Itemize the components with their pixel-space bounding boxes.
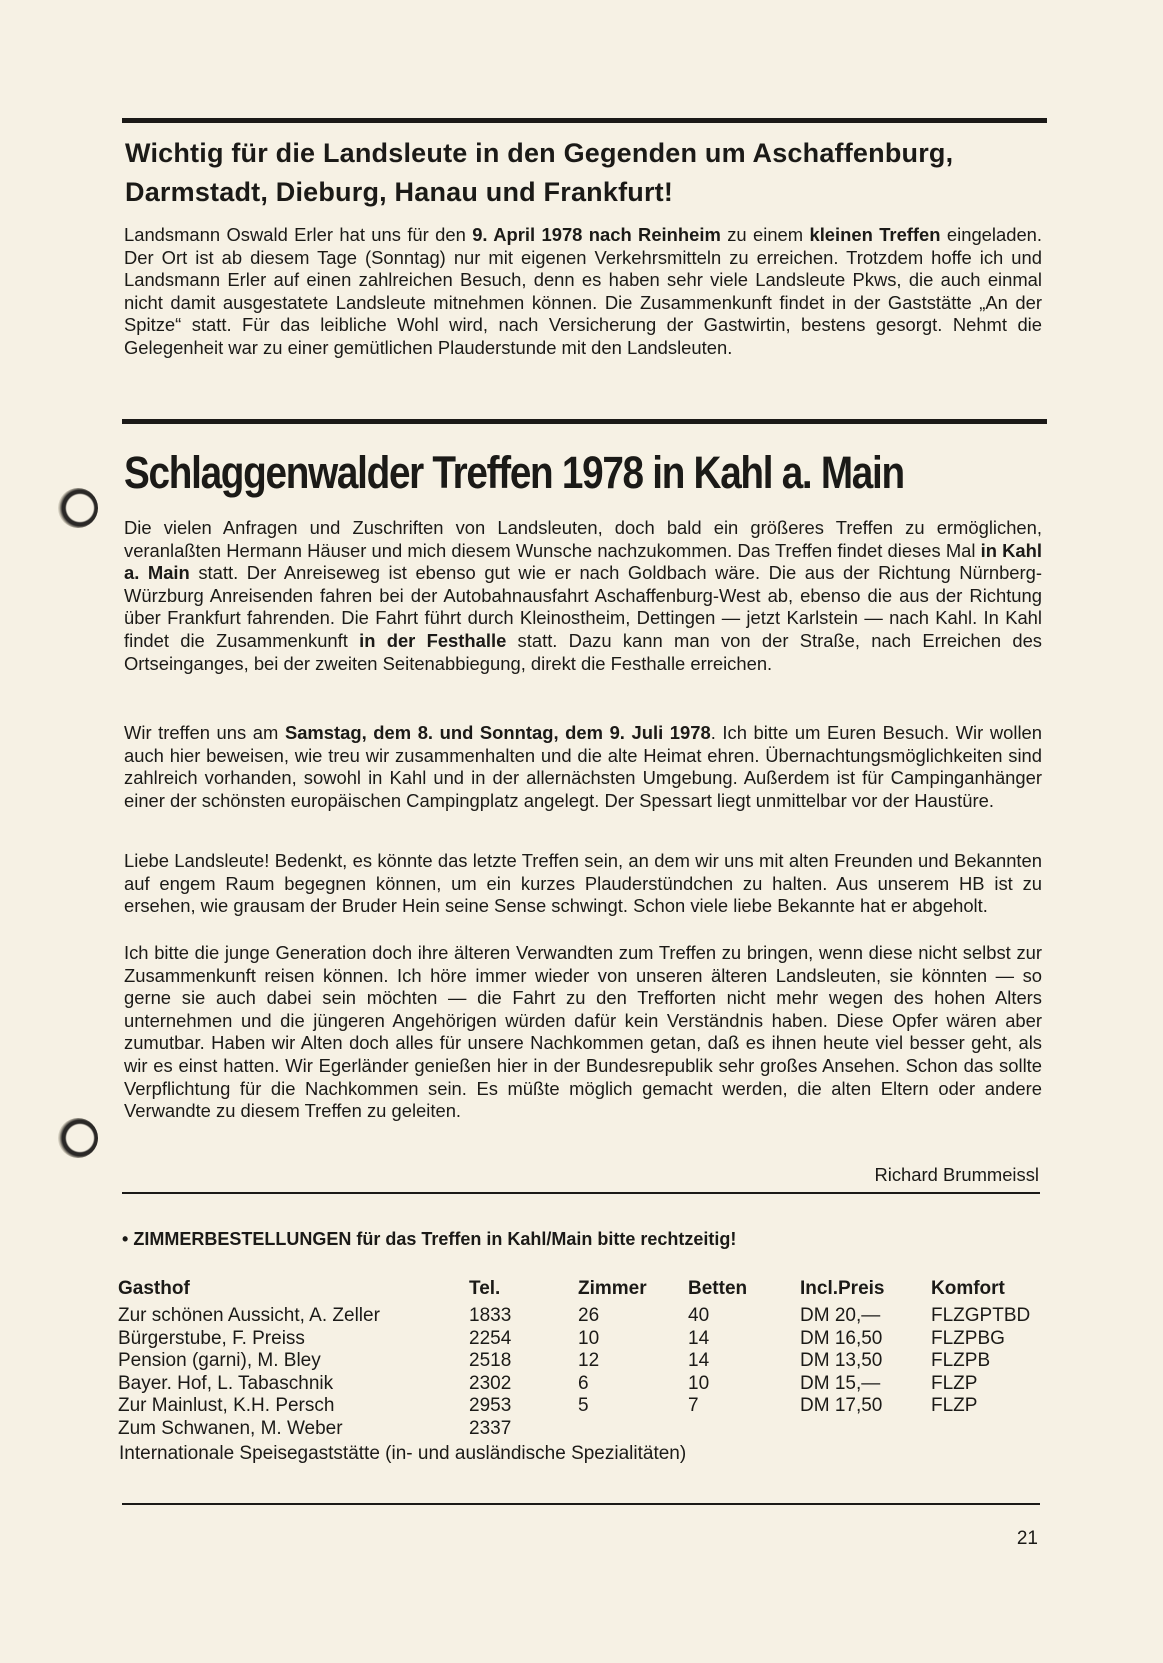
cell-preis: DM 16,50 (800, 1327, 883, 1349)
table-row (118, 1418, 1036, 1441)
room-booking-note: • ZIMMERBESTELLUNGEN für das Treffen in Kahl/Main bitte rechtzeitig! (122, 1229, 737, 1249)
cell-komfort: FLZPB (931, 1350, 991, 1372)
cell-komfort (931, 1418, 1036, 1441)
cell-preis: DM 13,50 (800, 1350, 883, 1372)
cell-komfort: FLZP (931, 1372, 978, 1394)
top-rule (122, 118, 1047, 123)
cell-betten: 7 (688, 1395, 699, 1417)
section1-text: Landsmann Oswald Erler hat uns für den 9. April 1978 nach Reinheim zu einem kleinen Treffen eingeladen. Der Ort ist ab diesem Tage (Sonntag) nur mit eigenen Verkehrsmitteln zu erreichen. Trotzdem hoffe ich und Landsmann Erler auf einen zahlreichen Besuch, denn es haben sehr viele Landsleute Pkws, die auch einmal nicht damit ausgestatete Landsleute mitnehmen können. Die Zusammenkunft findet in der Gaststätte „An der Spitze“ statt. Für das leibliche Wohl wird, nach Versicherung der Gastwirtin, bestens gesorgt. Nehmt die Gelegenheit war zu einer gemütlichen Plauderstunde mit den Landsleuten. (124, 224, 1043, 358)
cell-zimmer: 10 (578, 1327, 600, 1349)
table-row (118, 1395, 1036, 1418)
col-zimmer: Zimmer (578, 1278, 647, 1299)
cell-tel: 2302 (469, 1372, 512, 1394)
cell-gasthof: Pension (garni), M. Bley (118, 1350, 321, 1372)
table-row (118, 1328, 1036, 1351)
cell-komfort: FLZP (931, 1395, 978, 1417)
cell-preis: DM 17,50 (800, 1395, 883, 1417)
cell-gasthof: Zum Schwanen, M. Weber (118, 1417, 343, 1439)
page-number: 21 (1016, 1528, 1038, 1549)
section2-paragraph-4: Ich bitte die junge Generation doch ihre älteren Verwandten zum Treffen zu bringen, wenn diese nicht selbst zur Zusammenkunft reisen können. Ich höre immer wieder von unseren älteren Landsleuten, sie könnten — so gerne sie auch dabei sein möchten — die Fahrt zu den Trefforten nicht mehr wegen des hohen Alters unternehmen und die jüngeren Angehörigen würden dafür kein Verständnis haben. Diese Opfer wären aber zumutbar. Haben wir Alten doch alles für unsere Nachkommen getan, daß es ihnen heute viel besser geht, als wir es einst hatten. Wir Egerländer genießen hier in der Bundesrepublik sehr großes Ansehen. Schon das sollte Verpflichtung für die Nachkommen sein. Es müßte möglich gemacht werden, die alten Eltern oder andere Verwandte zu diesem Treffen zu geleiten. (124, 942, 1042, 1122)
cell-tel: 2337 (469, 1417, 512, 1439)
hotel-table-header (118, 1278, 1036, 1305)
cell-komfort: FLZGPTBD (931, 1305, 1031, 1326)
col-preis: Incl.Preis (800, 1278, 885, 1299)
cell-zimmer: 6 (578, 1372, 589, 1394)
cell-tel: 2953 (469, 1395, 512, 1417)
cell-komfort: FLZPBG (931, 1327, 1005, 1349)
cell-preis: DM 20,— (800, 1305, 881, 1326)
col-gasthof: Gasthof (118, 1278, 190, 1299)
cell-betten: 14 (688, 1327, 710, 1349)
section2-paragraph-3: Liebe Landsleute! Bedenkt, es könnte das letzte Treffen sein, an dem wir uns mit alten Freunden und Bekannten auf engem Raum begegnen können, um ein kurzes Plauderstündchen zu halten. Aus unserem HB ist zu ersehen, wie grausam der Bruder Hein seine Sense schwingt. Schon viele liebe Bekannte hat er abgeholt. (124, 850, 1042, 917)
signature-rule (122, 1192, 1040, 1194)
cell-gasthof: Bayer. Hof, L. Tabaschnik (118, 1372, 334, 1394)
col-betten: Betten (688, 1278, 748, 1299)
cell-preis: DM 15,— (800, 1372, 881, 1394)
cell-tel: 2518 (469, 1350, 512, 1372)
restaurant-note: Internationale Speisegaststätte (in- und ausländische Spezialitäten) (119, 1443, 687, 1464)
cell-betten: 10 (688, 1372, 710, 1394)
section1-heading: Wichtig für die Landsleute in den Gegenden um Aschaffenburg, Darmstadt, Dieburg, Hanau und Frankfurt! (125, 138, 954, 207)
hotel-table (118, 1278, 1036, 1441)
cell-zimmer: 5 (578, 1395, 589, 1417)
punch-hole-bottom (58, 1118, 98, 1158)
cell-betten: 40 (688, 1305, 710, 1326)
section2-paragraph-1: Die vielen Anfragen und Zuschriften von Landsleuten, doch bald ein größeres Treffen zu ermöglichen, veranlaßten Hermann Häuser und mich diesem Wunsche nachzukommen. Das Treffen findet dieses Mal in Kahl a. Main statt. Der Anreiseweg ist ebenso gut wie er nach Goldbach wäre. Die aus der Richtung Nürnberg-Würzburg Anreisenden fahren bei der Autobahnausfahrt Aschaffenburg-West ab, ebenso die aus der Richtung über Frankfurt fahrenden. Die Fahrt führt durch Kleinostheim, Dettingen — jetzt Karlstein — nach Kahl. In Kahl findet die Zusammenkunft in der Festhalle statt. Dazu kann man von der Straße, nach Erreichen des Ortseinganges, bei der zweiten Seitenabbiegung, direkt die Festhalle erreichen. (124, 517, 1043, 674)
col-tel: Tel. (469, 1278, 501, 1299)
col-komfort: Komfort (931, 1278, 1005, 1299)
cell-gasthof: Bürgerstube, F. Preiss (118, 1327, 305, 1349)
table-row (118, 1373, 1036, 1396)
cell-tel: 2254 (469, 1327, 512, 1349)
table-row (118, 1350, 1036, 1373)
cell-zimmer: 26 (578, 1305, 600, 1326)
section2-paragraph-2: Wir treffen uns am Samstag, dem 8. und Sonntag, dem 9. Juli 1978. Ich bitte um Euren Besuch. Wir wollen auch hier beweisen, wie treu wir zusammenhalten und die alte Heimat ehren. Übernachtungsmöglichkeiten sind zahlreich vorhanden, sowohl in Kahl und in der allernächsten Umgebung. Außerdem ist für Campinganhänger einer der schönsten europäischen Campingplatz angelegt. Der Spessart liegt unmittelbar vor der Haustüre. (124, 722, 1042, 811)
middle-rule (122, 419, 1047, 424)
cell-gasthof: Zur Mainlust, K.H. Persch (118, 1395, 335, 1417)
cell-zimmer (578, 1418, 688, 1441)
cell-betten (688, 1418, 800, 1441)
cell-preis (800, 1418, 931, 1441)
signature: Richard Brummeissl (874, 1164, 1039, 1185)
table-row (118, 1305, 1036, 1328)
cell-betten: 14 (688, 1350, 710, 1372)
cell-zimmer: 12 (578, 1350, 600, 1372)
cell-tel: 1833 (469, 1305, 512, 1326)
punch-hole-top (58, 488, 98, 528)
cell-gasthof: Zur schönen Aussicht, A. Zeller (118, 1305, 380, 1326)
section2-heading: Schlaggenwalder Treffen 1978 in Kahl a. Main (124, 447, 904, 498)
bottom-rule (122, 1503, 1040, 1505)
